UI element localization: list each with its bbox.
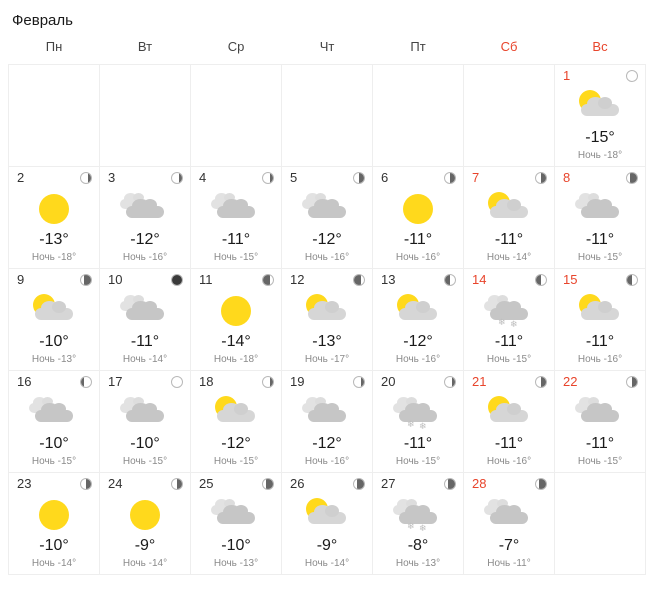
day-cell[interactable] (9, 167, 100, 269)
day-temperature: -11° (494, 231, 524, 248)
day-cell[interactable] (555, 65, 646, 167)
day-cell[interactable] (282, 167, 373, 269)
day-number: 20 (381, 374, 396, 389)
day-temperature: -11° (221, 231, 251, 248)
night-temperature: Ночь -16° (486, 456, 532, 467)
day-number: 1 (563, 68, 571, 83)
night-temperature: Ночь -14° (486, 252, 532, 263)
snow-icon: ❄ ❄ (482, 294, 536, 328)
moon-phase-icon (626, 70, 638, 82)
day-number: 28 (472, 476, 487, 491)
night-temperature: Ночь -15° (395, 456, 441, 467)
day-cell[interactable] (9, 473, 100, 575)
day-temperature: -13° (39, 231, 69, 248)
day-cell[interactable] (373, 167, 464, 269)
day-cell-empty (100, 65, 191, 167)
cloudy-icon (118, 192, 172, 226)
day-number: 27 (381, 476, 396, 491)
moon-phase-icon (626, 172, 638, 184)
day-number: 10 (108, 272, 123, 287)
moon-phase-icon (80, 274, 92, 286)
day-temperature: -15° (585, 129, 615, 146)
day-temperature: -11° (494, 435, 524, 452)
moon-phase-icon (262, 274, 274, 286)
day-temperature: -11° (494, 333, 524, 350)
day-cell-empty (373, 65, 464, 167)
partly-cloudy-icon (482, 396, 536, 430)
day-cell[interactable] (100, 269, 191, 371)
day-temperature: -11° (403, 435, 433, 452)
night-temperature: Ночь -11° (487, 558, 531, 569)
day-temperature: -14° (221, 333, 251, 350)
night-temperature: Ночь -16° (304, 456, 350, 467)
day-number: 5 (290, 170, 298, 185)
day-number: 24 (108, 476, 123, 491)
day-cell[interactable] (191, 269, 282, 371)
cloudy-icon (209, 498, 263, 532)
night-temperature: Ночь -15° (486, 354, 532, 365)
cloudy-icon (209, 192, 263, 226)
day-number: 17 (108, 374, 123, 389)
calendar-week-row (9, 473, 646, 575)
day-number: 3 (108, 170, 116, 185)
day-cell-empty (464, 65, 555, 167)
moon-phase-icon (80, 478, 92, 490)
calendar-week-row (9, 371, 646, 473)
moon-phase-icon (626, 376, 638, 388)
moon-phase-icon (353, 376, 365, 388)
sunny-icon (27, 192, 81, 226)
calendar-week-row (9, 167, 646, 269)
night-temperature: Ночь -16° (577, 354, 623, 365)
weekday-header-6: Вс (592, 39, 608, 54)
day-number: 14 (472, 272, 487, 287)
day-cell[interactable] (282, 371, 373, 473)
day-cell[interactable] (464, 371, 555, 473)
partly-cloudy-icon (391, 294, 445, 328)
moon-phase-icon (171, 478, 183, 490)
partly-cloudy-icon (573, 90, 627, 124)
day-temperature: -9° (316, 537, 338, 554)
moon-phase-icon (80, 376, 92, 388)
moon-phase-icon (444, 478, 456, 490)
night-temperature: Ночь -15° (122, 456, 168, 467)
night-temperature: Ночь -15° (31, 456, 77, 467)
day-number: 21 (472, 374, 487, 389)
cloudy-icon (482, 498, 536, 532)
day-cell[interactable] (464, 473, 555, 575)
moon-phase-icon (171, 376, 183, 388)
day-number: 13 (381, 272, 396, 287)
day-temperature: -11° (585, 231, 615, 248)
day-temperature: -10° (130, 435, 160, 452)
day-number: 15 (563, 272, 578, 287)
day-temperature: -8° (407, 537, 429, 554)
day-cell-empty (191, 65, 282, 167)
sunny-icon (391, 192, 445, 226)
day-cell[interactable] (464, 167, 555, 269)
day-number: 18 (199, 374, 214, 389)
day-cell-empty (555, 473, 646, 575)
day-number: 23 (17, 476, 32, 491)
day-cell-empty (282, 65, 373, 167)
moon-phase-icon (353, 478, 365, 490)
weekday-header-0: Пн (45, 39, 63, 54)
partly-cloudy-icon (209, 396, 263, 430)
day-cell[interactable] (100, 473, 191, 575)
partly-cloudy-icon (300, 294, 354, 328)
moon-phase-icon (171, 274, 183, 286)
moon-phase-icon (535, 274, 547, 286)
night-temperature: Ночь -14° (122, 354, 168, 365)
moon-phase-icon (444, 172, 456, 184)
day-temperature: -9° (134, 537, 156, 554)
day-number: 8 (563, 170, 571, 185)
moon-phase-icon (535, 172, 547, 184)
cloudy-icon (118, 294, 172, 328)
night-temperature: Ночь -18° (577, 150, 623, 161)
night-temperature: Ночь -16° (304, 252, 350, 263)
day-number: 6 (381, 170, 389, 185)
calendar-table (8, 39, 646, 575)
day-temperature: -13° (312, 333, 342, 350)
night-temperature: Ночь -13° (395, 558, 441, 569)
snow-icon: ❄ ❄ (391, 498, 445, 532)
cloudy-icon (573, 396, 627, 430)
day-cell[interactable] (555, 167, 646, 269)
night-temperature: Ночь -15° (577, 456, 623, 467)
day-cell[interactable] (9, 269, 100, 371)
night-temperature: Ночь -18° (31, 252, 77, 263)
moon-phase-icon (444, 376, 456, 388)
moon-phase-icon (626, 274, 638, 286)
day-number: 25 (199, 476, 214, 491)
cloudy-icon (300, 396, 354, 430)
day-cell[interactable] (282, 473, 373, 575)
day-cell[interactable] (373, 371, 464, 473)
day-number: 11 (199, 272, 213, 287)
moon-phase-icon (262, 172, 274, 184)
moon-phase-icon (535, 478, 547, 490)
sunny-icon (209, 294, 263, 328)
page-title: Февраль (12, 12, 73, 29)
day-number: 12 (290, 272, 305, 287)
night-temperature: Ночь -13° (213, 558, 259, 569)
day-cell[interactable] (555, 371, 646, 473)
partly-cloudy-icon (300, 498, 354, 532)
night-temperature: Ночь -14° (122, 558, 168, 569)
night-temperature: Ночь -15° (213, 252, 259, 263)
moon-phase-icon (171, 172, 183, 184)
day-temperature: -12° (312, 231, 342, 248)
day-cell[interactable] (191, 473, 282, 575)
day-temperature: -12° (312, 435, 342, 452)
night-temperature: Ночь -14° (304, 558, 350, 569)
night-temperature: Ночь -15° (213, 456, 259, 467)
day-temperature: -10° (39, 537, 69, 554)
sunny-icon (118, 498, 172, 532)
day-number: 9 (17, 272, 25, 287)
day-number: 22 (563, 374, 578, 389)
day-cell[interactable] (9, 371, 100, 473)
weekday-header-5: Сб (500, 39, 518, 54)
day-cell[interactable] (555, 269, 646, 371)
partly-cloudy-icon (27, 294, 81, 328)
day-cell[interactable] (464, 269, 555, 371)
moon-phase-icon (262, 478, 274, 490)
calendar-body (9, 65, 646, 575)
partly-cloudy-icon (482, 192, 536, 226)
day-cell[interactable] (373, 473, 464, 575)
night-temperature: Ночь -14° (31, 558, 77, 569)
night-temperature: Ночь -16° (122, 252, 168, 263)
day-cell[interactable] (373, 269, 464, 371)
moon-phase-icon (535, 376, 547, 388)
night-temperature: Ночь -17° (304, 354, 350, 365)
day-temperature: -7° (498, 537, 520, 554)
day-number: 2 (17, 170, 25, 185)
day-cell[interactable] (100, 167, 191, 269)
cloudy-icon (118, 396, 172, 430)
night-temperature: Ночь -16° (395, 354, 441, 365)
weekday-header-4: Пт (410, 39, 426, 54)
day-temperature: -11° (585, 435, 615, 452)
day-temperature: -11° (585, 333, 615, 350)
day-cell[interactable] (282, 269, 373, 371)
weekday-header-row (9, 39, 646, 65)
day-temperature: -10° (39, 435, 69, 452)
day-temperature: -10° (39, 333, 69, 350)
weekday-header-1: Вт (137, 39, 153, 54)
day-number: 7 (472, 170, 480, 185)
partly-cloudy-icon (573, 294, 627, 328)
day-temperature: -11° (403, 231, 433, 248)
day-cell-empty (9, 65, 100, 167)
day-temperature: -12° (403, 333, 433, 350)
moon-phase-icon (262, 376, 274, 388)
day-temperature: -10° (221, 537, 251, 554)
calendar-week-row (9, 65, 646, 167)
day-number: 19 (290, 374, 305, 389)
day-number: 16 (17, 374, 32, 389)
day-cell[interactable] (100, 371, 191, 473)
moon-phase-icon (353, 274, 365, 286)
calendar-week-row (9, 269, 646, 371)
day-temperature: -12° (221, 435, 251, 452)
day-cell[interactable] (191, 167, 282, 269)
night-temperature: Ночь -13° (31, 354, 77, 365)
day-number: 26 (290, 476, 305, 491)
cloudy-icon (300, 192, 354, 226)
moon-phase-icon (80, 172, 92, 184)
sunny-icon (27, 498, 81, 532)
night-temperature: Ночь -15° (577, 252, 623, 263)
day-temperature: -11° (130, 333, 160, 350)
weekday-header-3: Чт (319, 39, 335, 54)
weekday-header-2: Ср (227, 39, 245, 54)
night-temperature: Ночь -18° (213, 354, 259, 365)
cloudy-icon (573, 192, 627, 226)
day-temperature: -12° (130, 231, 160, 248)
night-temperature: Ночь -16° (395, 252, 441, 263)
moon-phase-icon (353, 172, 365, 184)
snow-icon: ❄ ❄ (391, 396, 445, 430)
day-cell[interactable] (191, 371, 282, 473)
cloudy-icon (27, 396, 81, 430)
moon-phase-icon (444, 274, 456, 286)
day-number: 4 (199, 170, 207, 185)
